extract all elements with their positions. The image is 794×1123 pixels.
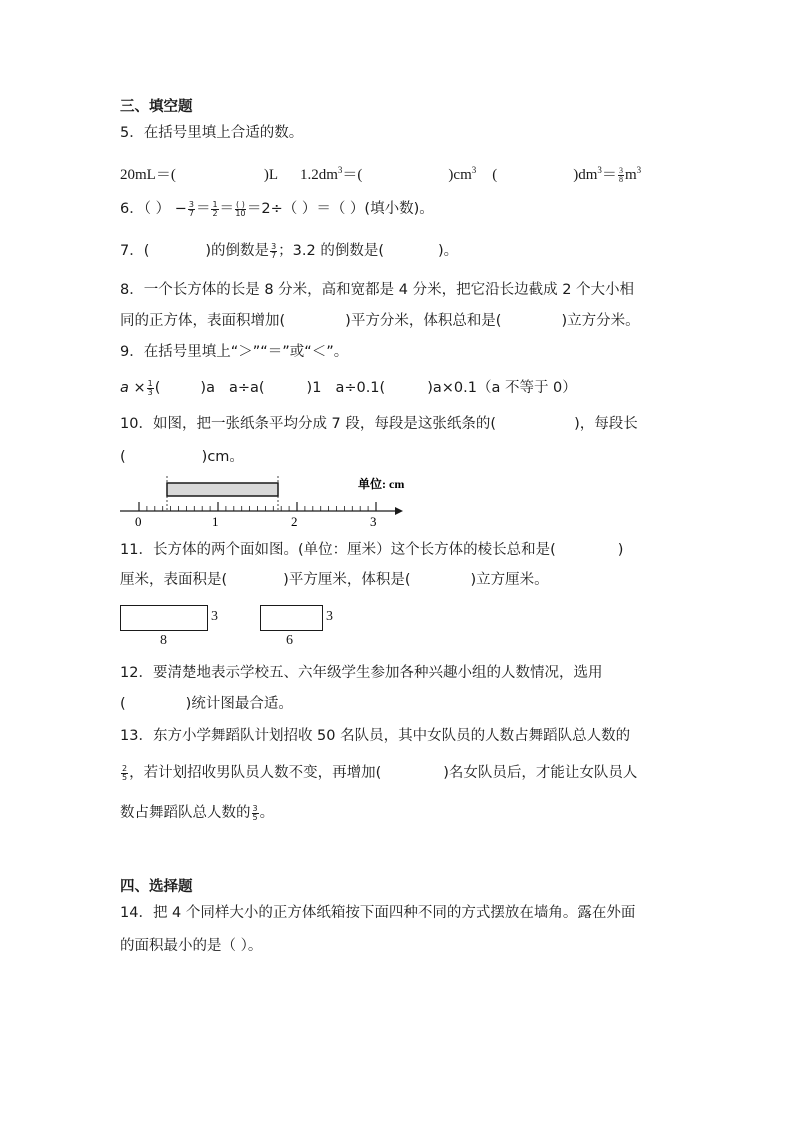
q9-part-d: a÷a( [228, 380, 265, 396]
q7-part-b: )的倒数是 [205, 243, 270, 259]
q9-part-f: a÷0.1( [335, 380, 386, 396]
question-13-line-2 [120, 763, 637, 783]
q7-fraction: $\frac{3}{7}$ [271, 241, 277, 260]
question-14-line-1: 14．把 4 个同样大小的正方体纸箱按下面四种不同的方式摆放在墙角。露在外面 [120, 905, 636, 921]
q9-part-g: )a×0.1（a 不等于 0） [427, 380, 577, 396]
q8-part-c: )立方分米。 [561, 313, 640, 329]
section-title-multiple-choice: 四、选择题 [120, 879, 193, 895]
q13-part-d: 。 [259, 805, 275, 821]
q6-eq-1: ＝ [195, 201, 211, 217]
q5-part-i: m [624, 167, 637, 183]
q13-fraction-1: $\frac{2}{5}$ [122, 763, 128, 782]
q6-fraction-2: $\frac{1}{2}$ [212, 199, 218, 218]
q13-part-a: ，若计划招收男队员人数不变，再增加( [129, 765, 382, 781]
ruler-figure [115, 470, 415, 532]
q5-part-c: 1.2dm [300, 167, 338, 183]
q5-part-f: ( [492, 167, 498, 183]
question-5-items [120, 160, 641, 185]
q6-fraction-1: $\frac{3}{7}$ [188, 199, 194, 218]
q8-part-a: 同的正方体，表面积增加( [120, 313, 286, 329]
q5-part-h: ＝ [601, 167, 617, 183]
face-1-height-label: 3 [211, 609, 218, 624]
q5-fraction: $\frac{3}{8}$ [618, 166, 623, 185]
q11-part-b: ) [617, 542, 624, 558]
question-12-line-1: 12．要清楚地表示学校五、六年级学生参加各种兴趣小组的人数情况，选用 [120, 665, 603, 681]
q11-part-d: )平方厘米，体积是( [283, 572, 411, 588]
q11-part-a: 11．长方体的两个面如图。(单位：厘米）这个长方体的棱长总和是( [120, 542, 556, 558]
face-2-height-label: 3 [326, 609, 333, 624]
question-13-line-1: 13．东方小学舞蹈队计划招收 50 名队员，其中女队员的人数占舞蹈队总人数的 [120, 728, 631, 744]
q9-fraction: $\frac{1}{3}$ [147, 378, 153, 397]
q6-minus: − [174, 201, 187, 217]
q13-part-b: )名女队员后，才能让女队员人 [443, 765, 638, 781]
question-5-prompt: 5．在括号里填上合适的数。 [120, 125, 304, 141]
q12-part-a: ( [120, 696, 126, 712]
q9-part-e: )1 [306, 380, 322, 396]
q12-part-b: )统计图最合适。 [185, 696, 293, 712]
q6-fraction-3[interactable]: $\frac{( )}{10}$ [235, 199, 246, 218]
q5-part-d: ＝( [342, 167, 363, 183]
question-9-prompt: 9．在括号里填上“＞”“＝”或“＜”。 [120, 344, 349, 360]
paper-strip [167, 483, 278, 496]
q10-part-d: )cm。 [201, 449, 244, 465]
face-2-width-label: 6 [286, 633, 293, 648]
q5-exp-1: 3 [337, 165, 343, 175]
tick-label-0: 0 [135, 514, 142, 529]
question-10-line-1 [120, 414, 638, 434]
question-6 [120, 199, 434, 219]
q9-part-a: a × [120, 380, 146, 396]
q6-eq-2: ＝ [219, 201, 235, 217]
q7-part-a: 7．( [120, 243, 150, 259]
q5-exp-2: 3 [471, 165, 477, 175]
q5-part-b: )L [263, 167, 278, 183]
q10-part-c: ( [120, 449, 126, 465]
q5-exp-3: 3 [597, 165, 602, 175]
q9-part-c: )a [200, 380, 215, 396]
tick-label-2: 2 [291, 514, 298, 529]
face-1-width-label: 8 [160, 633, 167, 648]
q7-part-d: )。 [437, 243, 459, 259]
unit-label: 单位: cm [358, 477, 405, 491]
q7-part-c: ；3.2 的倒数是( [278, 243, 384, 259]
tick-label-3: 3 [370, 514, 377, 529]
q5-part-g: )dm [573, 167, 598, 183]
question-14-line-2: 的面积最小的是（ ）。 [120, 938, 263, 954]
q13-part-c: 数占舞蹈队总人数的 [120, 805, 251, 821]
q9-part-b: ( [154, 380, 161, 396]
q13-fraction-2: $\frac{3}{5}$ [252, 803, 258, 822]
tick-label-1: 1 [212, 514, 219, 529]
q8-part-b: )平方分米，体积总和是( [345, 313, 502, 329]
question-8-line-1: 8．一个长方体的长是 8 分米，高和宽都是 4 分米，把它沿长边截成 2 个大小相 [120, 282, 635, 298]
q10-part-b: )，每段长 [574, 416, 638, 432]
question-12-line-2 [120, 694, 293, 714]
face-rectangle-2 [260, 605, 323, 631]
q11-part-c: 厘米，表面积是( [120, 572, 228, 588]
q6-rest: ＝2÷（ ）＝（ ）(填小数)。 [246, 201, 434, 217]
ruler-ticks [139, 502, 376, 511]
q5-part-e: )cm [448, 167, 472, 183]
section-title-fill-blank: 三、填空题 [120, 99, 193, 115]
q11-part-e: )立方厘米。 [470, 572, 549, 588]
q6-part-a: 6．（ ） [120, 201, 171, 217]
question-9-items [120, 378, 577, 398]
question-10-line-2 [120, 447, 244, 467]
ruler-arrow [395, 507, 403, 515]
q10-part-a: 10．如图，把一张纸条平均分成 7 段，每段是这张纸条的( [120, 416, 497, 432]
question-13-line-3 [120, 803, 274, 823]
question-11-line-2 [120, 570, 549, 590]
question-8-line-2 [120, 311, 640, 331]
question-11-line-1 [120, 540, 623, 560]
question-7 [120, 241, 458, 261]
q5-exp-4: 3 [636, 165, 642, 175]
face-rectangle-1 [120, 605, 208, 631]
q5-part-a: 20mL＝( [120, 167, 176, 183]
